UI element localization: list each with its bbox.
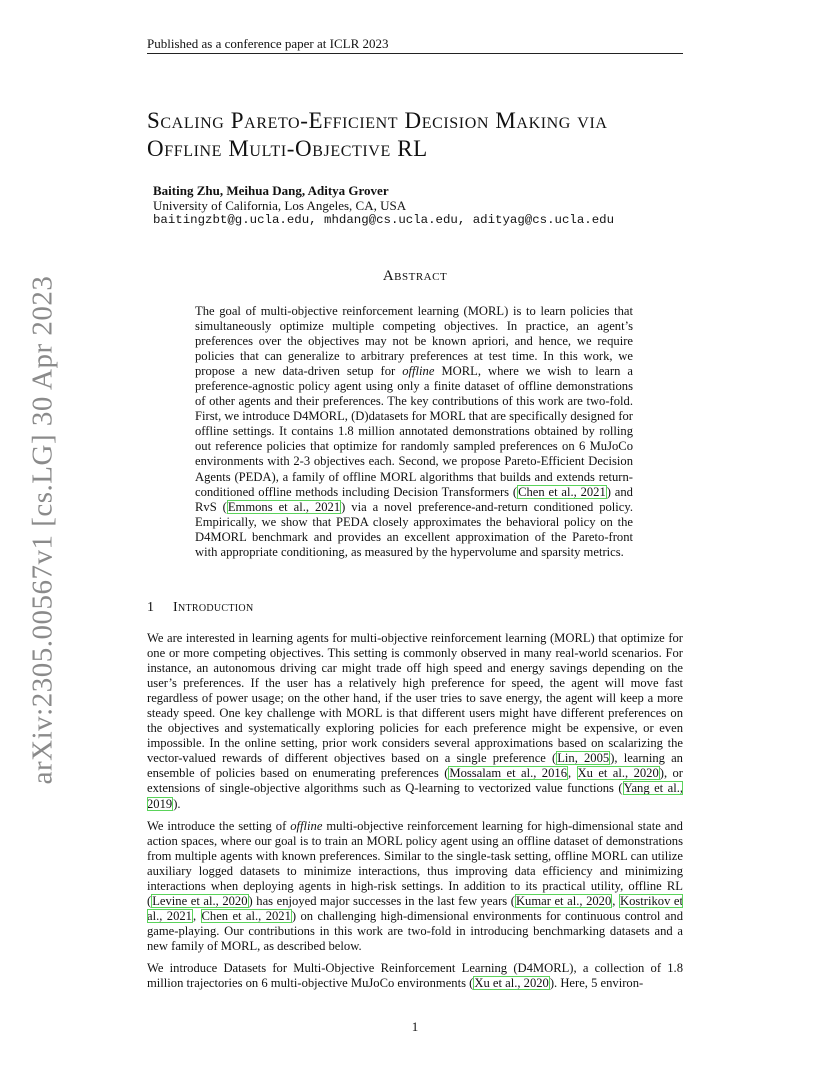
section-title: Introduction: [173, 600, 254, 615]
section-heading: [147, 600, 683, 616]
abstract-text: ) and RvS (: [195, 484, 633, 514]
citation-link[interactable]: Chen et al., 2021: [201, 909, 291, 924]
arxiv-identifier[interactable]: arXiv:2305.00567v1 [cs.LG] 30 Apr 2023: [26, 275, 59, 785]
abstract-heading: Abstract: [382, 268, 448, 284]
author-names: Baiting Zhu, Meihua Dang, Aditya Grover: [153, 183, 389, 198]
citation-link[interactable]: Mossalam et al., 2016: [449, 766, 567, 781]
body-text: We introduce the setting of: [147, 819, 291, 833]
citation-link[interactable]: Yang et al., 2019: [147, 781, 683, 811]
title-line-1: Scaling Pareto-Efficient Decision Making via: [147, 108, 608, 133]
body-text: multi-objective reinforcement learning for high-dimensional state and action spaces, where our goal is to train an MORL policy agent using an offline dataset of demonstrations from multiple agents with known preferences. Similar to the single-task setting, offline MORL can utilize auxiliary logged datasets to minimize interactions, thus improving data efficiency and minimizing interactions when deploying agents in high-risk settings. In addition to its practical utility, offline RL (: [147, 819, 683, 909]
body-text: ), or extensions of single-objective algorithms such as Q-learning to vectorized value functions (: [147, 766, 684, 796]
running-header: Published as a conference paper at ICLR 2023: [147, 36, 389, 51]
body-text: We are interested in learning agents for multi-objective reinforcement learning (MORL) that optimize for one or more competing objectives. This setting is commonly observed in many real-world scenarios. For instance, an autonomous driving car might trade off high speed and energy savings depending on the user’s preferences. If the user has a relatively high preference for speed, the agent will move fast regardless of power usage; on the other hand, if the user tries to save energy, the agent will keep a more steady speed. One key challenge with MORL is that different users might have different preferences on the objectives and systematically exploring policies for each preference might be expensive, or even impossible. In the online setting, prior work considers several approximations based on scalarizing the vector-valued rewards of different objectives based on a single preference (: [147, 631, 683, 766]
body-text: ,: [568, 766, 577, 781]
header-rule: [147, 53, 683, 54]
section-number: 1: [147, 600, 155, 615]
citation-link[interactable]: Xu et al., 2020: [474, 976, 549, 991]
body-text: ) on challenging high-dimensional environments for continuous control and game-playing. Our contributions in this work are two-fold in introducing benchmarking datasets and a new family of MORL, as described below.: [147, 909, 683, 954]
citation-link[interactable]: Lin, 2005: [557, 751, 610, 766]
body-text: ).: [173, 796, 181, 811]
body-text: ). Here, 5 environ-: [549, 976, 644, 991]
body-text: ,: [192, 909, 201, 924]
page-number: 1: [411, 1019, 419, 1034]
abstract-text: ) via a novel preference-and-return conditioned policy. Empirically, we show that PEDA closely approximates the behavioral policy on the D4MORL benchmark and provides an excellent approximation of the Pareto-front with appropriate conditioning, as measured by the hypervolume and sparsity metrics.: [195, 499, 634, 559]
citation-link[interactable]: Kumar et al., 2020: [515, 894, 612, 909]
abstract-text: MORL, where we wish to learn a preference-agnostic policy agent using only a finite dataset of offline demonstrations of other agents and their preferences. The key contributions of this work are two-fold. First, we introduce D4MORL, (D)datasets for MORL that are specifically designed for offline settings. It contains 1.8 million annotated demonstrations obtained by rolling out reference policies that optimize for randomly sampled preferences on 6 MuJoCo environments with 2-3 objectives each. Second, we propose Pareto-Efficient Decision Agents (PEDA), a family of offline MORL algorithms that builds and extends return-conditioned offline methods including Decision Transformers (: [195, 364, 633, 499]
citation-link[interactable]: Emmons et al., 2021: [227, 499, 341, 514]
author-emails: baitingzbt@g.ucla.edu, mhdang@cs.ucla.edu, adityag@cs.ucla.edu: [153, 213, 615, 227]
abstract-body: [195, 304, 633, 560]
intro-paragraph-1: [147, 631, 683, 812]
body-text: We introduce Datasets for Multi-Objective Reinforcement Learning (D4MORL), a collection of 1.8 million trajectories on 6 multi-objective MuJoCo environments (: [147, 961, 683, 991]
abstract-emphasis: offline: [402, 364, 435, 379]
author-affiliation: University of California, Los Angeles, CA, USA: [153, 198, 407, 213]
body-text: ,: [612, 894, 619, 909]
abstract-text: The goal of multi-objective reinforcement learning (MORL) is to learn policies that simultaneously optimize multiple competing objectives. In practice, an agent’s preferences over the objectives may not be known apriori, and hence, we require policies that can generalize to arbitrary preferences at test time. In this work, we propose a new data-driven setup for: [195, 304, 633, 379]
citation-link[interactable]: Levine et al., 2020: [152, 894, 248, 909]
title-line-2: Offline Multi-Objective RL: [147, 136, 428, 161]
intro-paragraph-3: [147, 961, 683, 991]
body-emphasis: offline: [290, 819, 323, 833]
body-text: ) has enjoyed major successes in the last few years (: [248, 894, 515, 909]
citation-link[interactable]: Xu et al., 2020: [577, 766, 659, 781]
author-block: [153, 183, 713, 228]
paper-title: [147, 107, 707, 163]
citation-link[interactable]: Chen et al., 2021: [518, 484, 606, 499]
body-text: ), learning an ensemble of policies based on enumerating preferences (: [147, 751, 683, 781]
intro-paragraph-2: [147, 819, 683, 954]
citation-link[interactable]: Kostrikov et al., 2021: [147, 894, 684, 924]
